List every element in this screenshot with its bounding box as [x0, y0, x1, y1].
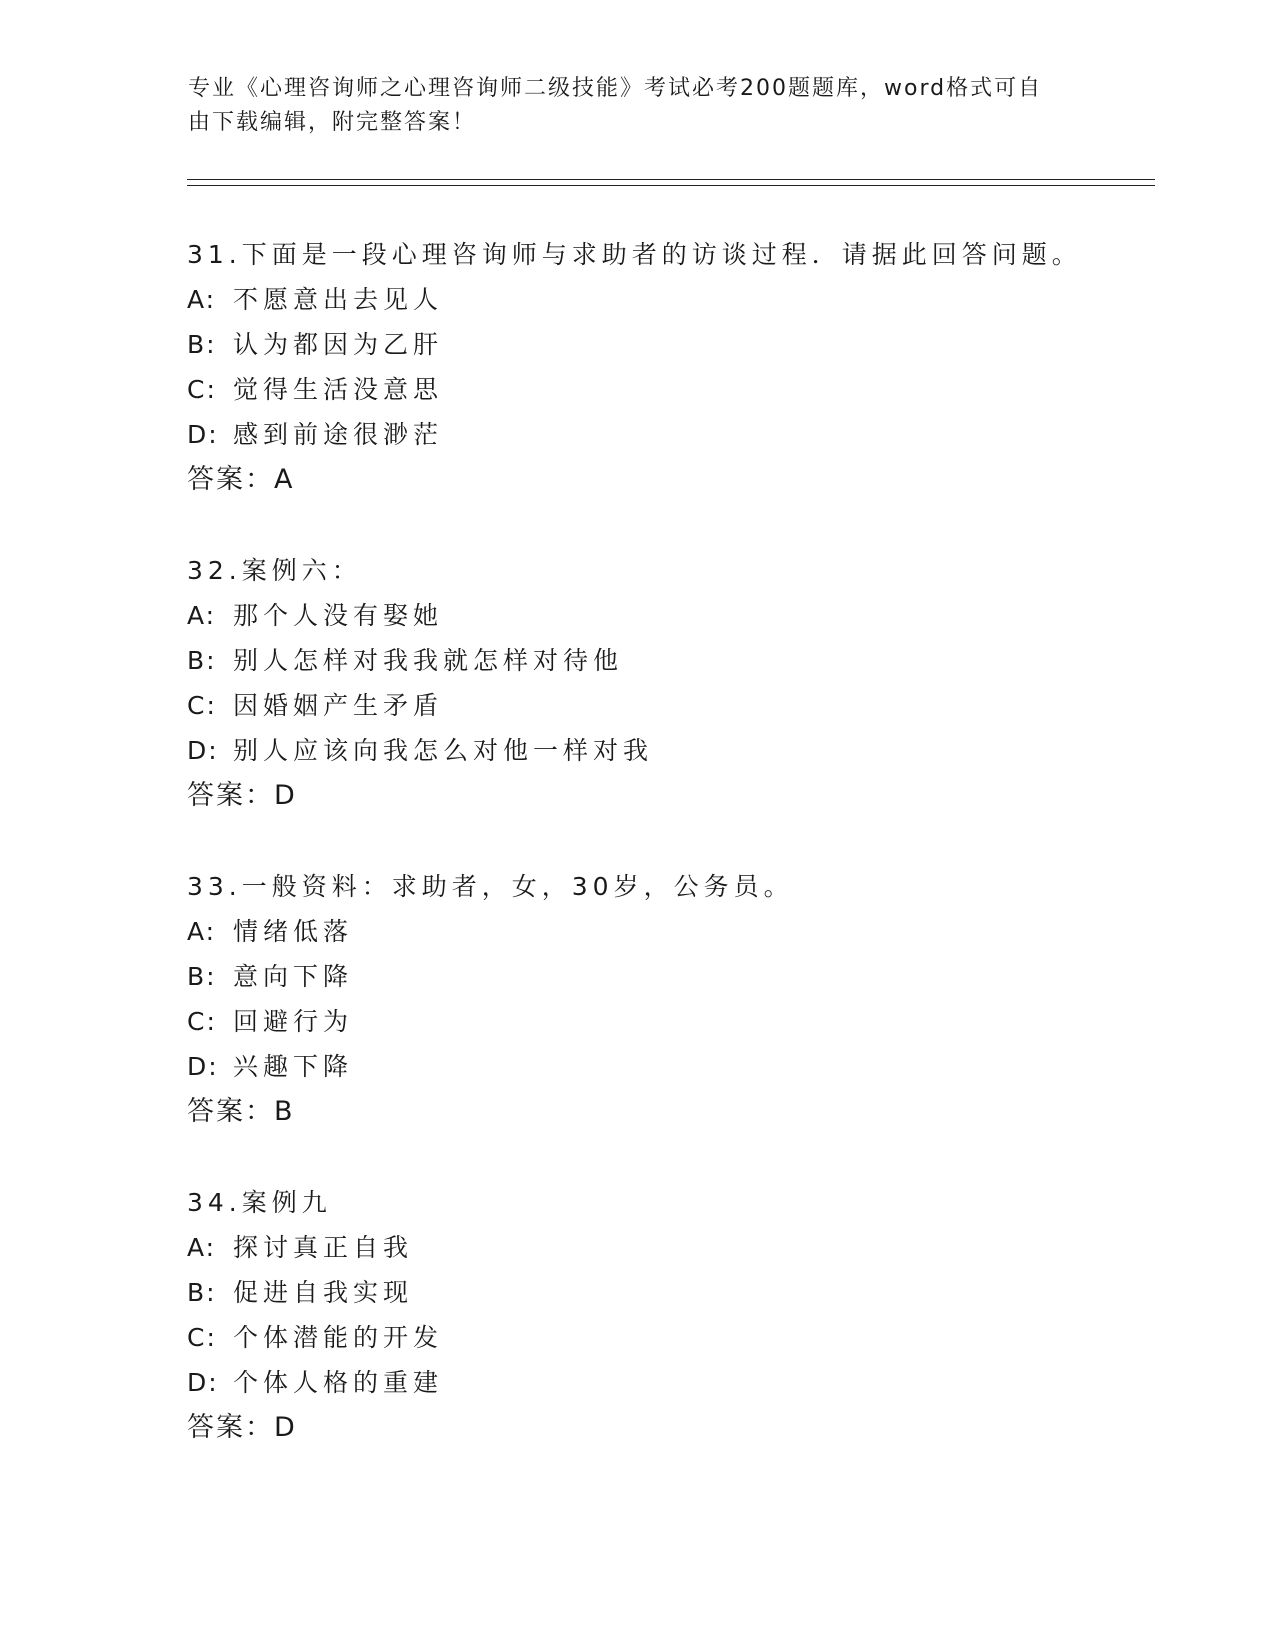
- option-text: 情绪低落: [233, 917, 354, 946]
- option-text: 个体潜能的开发: [233, 1323, 444, 1352]
- question-31: [187, 232, 1167, 502]
- option-letter: A:: [187, 285, 217, 314]
- option-letter: A:: [187, 917, 217, 946]
- question-32: [187, 548, 1167, 818]
- option-letter: A:: [187, 601, 217, 630]
- answer-line: [187, 773, 1167, 818]
- option-letter: C:: [187, 375, 217, 404]
- option-letter: B:: [187, 962, 217, 991]
- option-letter: D:: [187, 1368, 219, 1397]
- option-letter: D:: [187, 736, 219, 765]
- option-d: [187, 1044, 1167, 1089]
- question-title: 32.案例六：: [187, 556, 362, 585]
- document-header: [188, 72, 1088, 140]
- option-b: [187, 638, 1167, 683]
- option-c: [187, 367, 1167, 412]
- option-d: [187, 728, 1167, 773]
- option-d: [187, 1360, 1167, 1405]
- option-text: 别人应该向我怎么对他一样对我: [233, 736, 654, 765]
- option-d: [187, 412, 1167, 457]
- option-text: 促进自我实现: [233, 1278, 414, 1307]
- header-line-1: 专业《心理咨询师之心理咨询师二级技能》考试必考200题题库，word格式可自: [188, 76, 1043, 101]
- answer-label: 答案：: [187, 1412, 274, 1443]
- option-text: 兴趣下降: [233, 1052, 354, 1081]
- answer-line: [187, 457, 1167, 502]
- answer-value: B: [274, 1096, 295, 1127]
- option-text: 个体人格的重建: [233, 1368, 444, 1397]
- answer-label: 答案：: [187, 1096, 274, 1127]
- question-title: 33.一般资料：求助者，女，30岁，公务员。: [187, 872, 794, 901]
- option-b: [187, 954, 1167, 999]
- answer-line: [187, 1405, 1167, 1450]
- answer-label: 答案：: [187, 780, 274, 811]
- option-text: 感到前途很渺茫: [233, 420, 444, 449]
- header-divider-bottom: [187, 185, 1155, 186]
- option-letter: D:: [187, 420, 219, 449]
- option-letter: C:: [187, 1323, 217, 1352]
- option-c: [187, 999, 1167, 1044]
- answer-label: 答案：: [187, 464, 274, 495]
- option-letter: C:: [187, 691, 217, 720]
- option-text: 那个人没有娶她: [233, 601, 444, 630]
- option-letter: B:: [187, 646, 217, 675]
- option-text: 认为都因为乙肝: [233, 330, 444, 359]
- option-c: [187, 1315, 1167, 1360]
- option-b: [187, 1270, 1167, 1315]
- question-34: [187, 1180, 1167, 1450]
- option-b: [187, 322, 1167, 367]
- question-33: [187, 864, 1167, 1134]
- option-letter: B:: [187, 330, 217, 359]
- option-a: [187, 277, 1167, 322]
- answer-value: D: [274, 1412, 297, 1443]
- option-letter: A:: [187, 1233, 217, 1262]
- answer-value: D: [274, 780, 297, 811]
- question-title: 31.下面是一段心理咨询师与求助者的访谈过程．请据此回答问题。: [187, 240, 1082, 269]
- answer-line: [187, 1089, 1167, 1134]
- option-text: 别人怎样对我我就怎样对待他: [233, 646, 624, 675]
- option-letter: B:: [187, 1278, 217, 1307]
- option-text: 因婚姻产生矛盾: [233, 691, 444, 720]
- option-text: 探讨真正自我: [233, 1233, 414, 1262]
- header-divider-top: [187, 179, 1155, 180]
- option-text: 意向下降: [233, 962, 354, 991]
- option-a: [187, 909, 1167, 954]
- option-letter: D:: [187, 1052, 219, 1081]
- option-c: [187, 683, 1167, 728]
- option-letter: C:: [187, 1007, 217, 1036]
- option-text: 回避行为: [233, 1007, 354, 1036]
- option-text: 不愿意出去见人: [233, 285, 444, 314]
- option-text: 觉得生活没意思: [233, 375, 444, 404]
- header-line-2: 由下载编辑，附完整答案！: [188, 110, 477, 135]
- answer-value: A: [274, 464, 295, 495]
- question-title: 34.案例九: [187, 1188, 332, 1217]
- option-a: [187, 1225, 1167, 1270]
- option-a: [187, 593, 1167, 638]
